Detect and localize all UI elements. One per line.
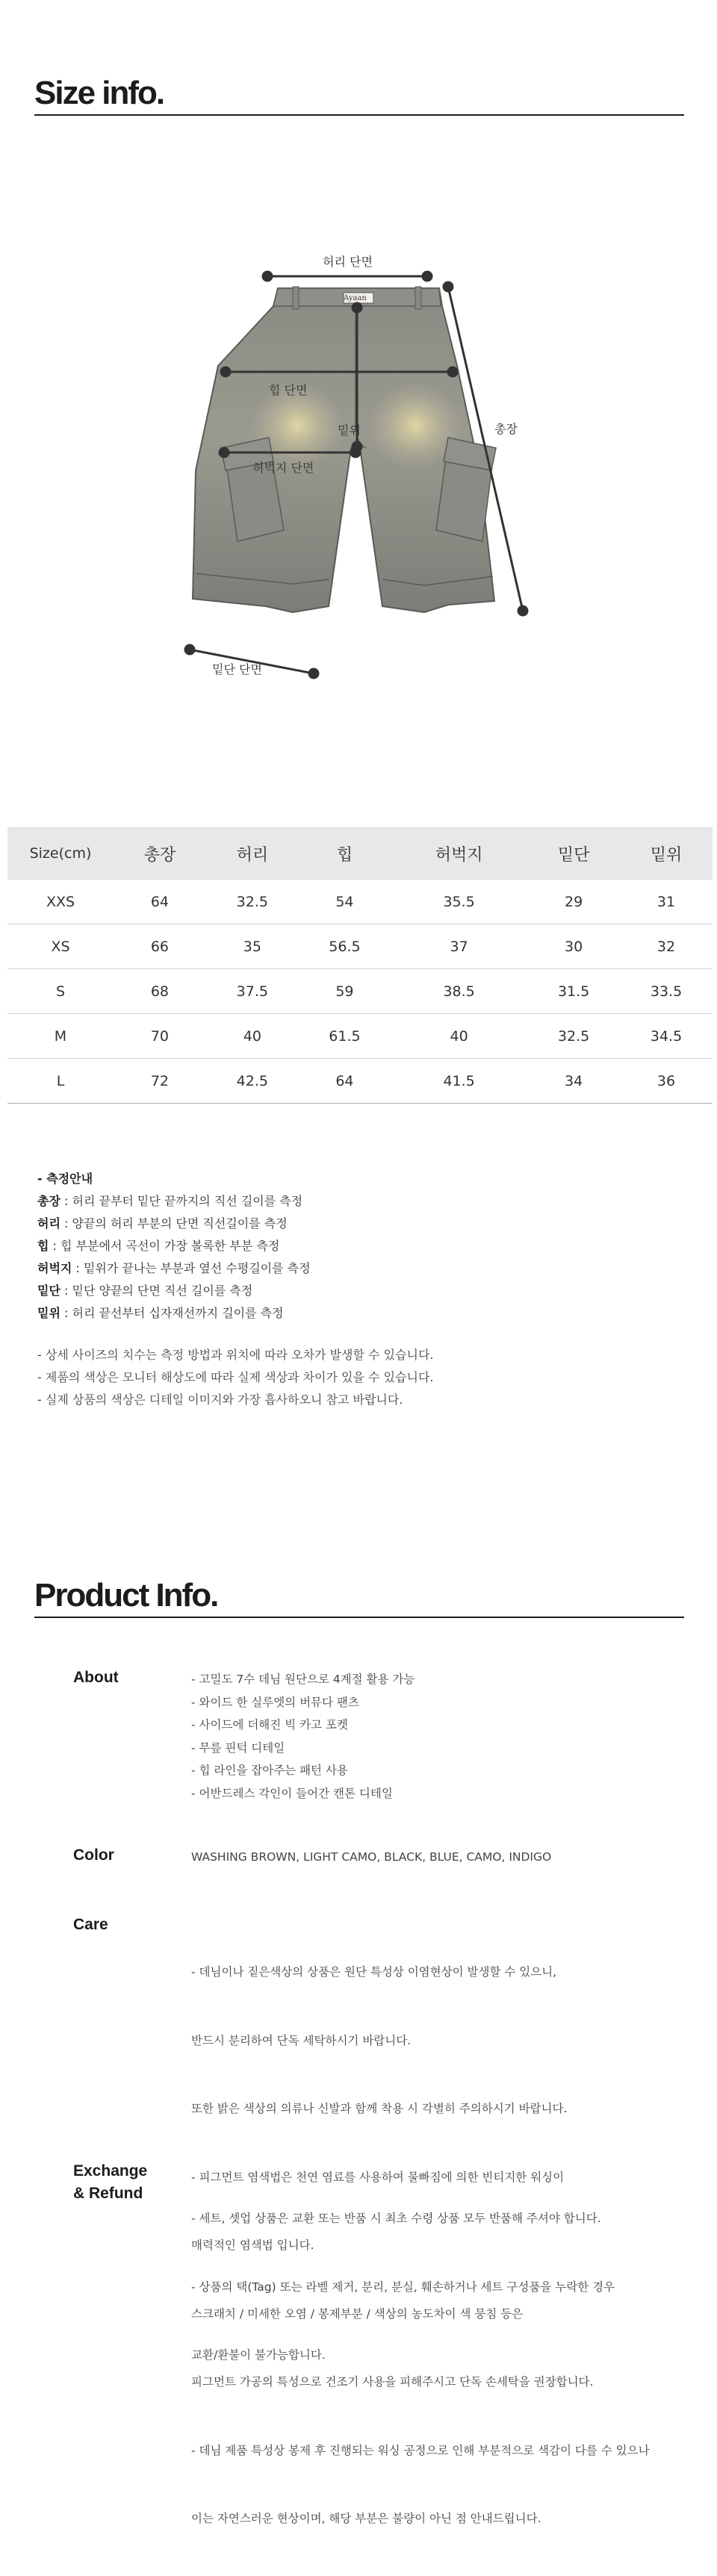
care-line: - 피그먼트 염색법은 천연 염료를 사용하여 물빠짐에 의한 빈티지한 워싱이 <box>191 2170 565 2184</box>
about-line: - 고밀도 7수 데님 원단으로 4계절 활용 가능 <box>191 1673 415 1686</box>
table-cell: 70 <box>114 1014 206 1059</box>
table-row <box>7 1014 713 1059</box>
table-cell: 61.5 <box>299 1014 391 1059</box>
color-value: WASHING BROWN, LIGHT CAMO, BLACK, BLUE, CAMO, INDIGO <box>191 1850 552 1864</box>
measurement-guide <box>37 1168 311 1325</box>
table-cell: S <box>7 969 114 1014</box>
table-cell: 72 <box>114 1059 206 1104</box>
product-info-title: Product Info. <box>34 1577 218 1614</box>
care-line: 피그먼트 가공의 특성으로 건조기 사용을 피해주시고 단독 손세탁을 권장합니다. <box>191 2375 594 2389</box>
care-line: 이는 자연스러운 현상이며, 해당 부분은 불량이 아닌 점 안내드립니다. <box>191 2512 541 2525</box>
exchange-line: - 상품의 택(Tag) 또는 라벨 제거, 분리, 분실, 훼손하거나 세트 구성품을 누락한 경우 <box>191 2280 615 2294</box>
color-lines <box>191 1846 551 1869</box>
exchange-label-line: Exchange <box>73 2162 148 2180</box>
note-line: - 상세 사이즈의 치수는 측정 방법과 위치에 따라 오차가 발생할 수 있습니다. <box>37 1348 434 1362</box>
header-thigh: 허벅지 <box>391 828 527 880</box>
table-row <box>7 1059 713 1104</box>
size-table <box>7 827 713 1104</box>
guide-item: 총장 : 허리 끝부터 밑단 끝까지의 직선 길이를 측정 <box>37 1194 303 1208</box>
table-cell: 32 <box>620 924 713 969</box>
table-row <box>7 969 713 1014</box>
header-rise: 밑위 <box>620 828 713 880</box>
exchange-lines <box>191 2162 615 2412</box>
table-row <box>7 880 713 924</box>
size-table-header <box>7 828 713 880</box>
product-info-divider <box>34 1617 684 1618</box>
thigh-label: 허벅지 단면 <box>252 461 314 475</box>
rise-label: 밑위 <box>338 423 361 438</box>
note-line: - 제품의 색상은 모니터 해상도에 따라 실제 색상과 차이가 있을 수 있습니다. <box>37 1370 434 1384</box>
table-cell: 31 <box>620 880 713 924</box>
brand-tag-text: Ayaan <box>344 294 367 302</box>
table-cell: 42.5 <box>206 1059 299 1104</box>
care-line: 반드시 분리하여 단독 세탁하시기 바랍니다. <box>191 2033 412 2047</box>
table-cell: 34.5 <box>620 1014 713 1059</box>
table-cell: 40 <box>206 1014 299 1059</box>
table-cell: 32.5 <box>527 1014 620 1059</box>
table-cell: 35.5 <box>391 880 527 924</box>
table-cell: 64 <box>299 1059 391 1104</box>
table-cell: 36 <box>620 1059 713 1104</box>
about-line: - 무릎 핀턱 디테일 <box>191 1740 285 1755</box>
table-cell: 37.5 <box>206 969 299 1014</box>
size-diagram <box>0 224 717 687</box>
about-lines <box>191 1668 415 1805</box>
table-cell: 64 <box>114 880 206 924</box>
table-cell: 56.5 <box>299 924 391 969</box>
shorts-illustration <box>0 224 717 687</box>
color-label: Color <box>73 1847 114 1864</box>
care-line: - 데님이나 짙은색상의 상품은 원단 특성상 이염현상이 발생할 수 있으니, <box>191 1965 557 1979</box>
table-cell: 41.5 <box>391 1059 527 1104</box>
care-label: Care <box>73 1916 108 1933</box>
table-cell: 40 <box>391 1014 527 1059</box>
table-cell: 29 <box>527 880 620 924</box>
guide-item: 허벅지 : 밑위가 끝나는 부분과 옆선 수평길이를 측정 <box>37 1261 311 1275</box>
care-line: 매력적인 염색법 입니다. <box>191 2239 314 2252</box>
header-hip: 힙 <box>299 828 391 880</box>
total-length-label: 총장 <box>494 422 518 436</box>
table-cell: 37 <box>391 924 527 969</box>
guide-item: 허리 : 양끝의 허리 부분의 단면 직선길이를 측정 <box>37 1216 288 1231</box>
table-cell: 33.5 <box>620 969 713 1014</box>
care-line: - 데님 제품 특성상 봉제 후 진행되는 워싱 공정으로 인해 부분적으로 색감이 다를 수 있으나 <box>191 2443 650 2457</box>
exchange-refund-label <box>73 2160 147 2205</box>
about-line: - 사이드에 더해진 빅 카고 포켓 <box>191 1718 348 1732</box>
table-cell: 59 <box>299 969 391 1014</box>
table-cell: XS <box>7 924 114 969</box>
refund-label-line: & Refund <box>73 2185 143 2202</box>
table-cell: 38.5 <box>391 969 527 1014</box>
table-cell: 68 <box>114 969 206 1014</box>
table-cell: L <box>7 1059 114 1104</box>
table-cell: 66 <box>114 924 206 969</box>
table-cell: 34 <box>527 1059 620 1104</box>
table-cell: 31.5 <box>527 969 620 1014</box>
exchange-line: 교환/환불이 불가능합니다. <box>191 2348 326 2362</box>
note-line: - 실제 상품의 색상은 디테일 이미지와 가장 흡사하오니 참고 바랍니다. <box>37 1393 403 1407</box>
about-line: - 어반드레스 각인이 들어간 캔톤 디테일 <box>191 1786 393 1800</box>
waist-label: 허리 단면 <box>323 255 373 269</box>
header-waist: 허리 <box>206 828 299 880</box>
guide-item: 밑단 : 밑단 양끝의 단면 직선 길이를 측정 <box>37 1284 253 1298</box>
hip-label: 힙 단면 <box>269 383 308 397</box>
care-line: 스크래치 / 미세한 오염 / 봉제부분 / 색상의 농도차이 색 뭉침 등은 <box>191 2306 524 2321</box>
guide-heading: - 측정안내 <box>37 1172 93 1186</box>
header-size: Size(cm) <box>7 828 114 880</box>
table-cell: XXS <box>7 880 114 924</box>
size-info-title: Size info. <box>34 75 164 111</box>
table-cell: 30 <box>527 924 620 969</box>
guide-item: 힙 : 힙 부분에서 곡선이 가장 볼록한 부분 측정 <box>37 1239 280 1253</box>
about-line: - 힙 라인을 잡아주는 패턴 사용 <box>191 1764 348 1777</box>
table-row <box>7 924 713 969</box>
about-label: About <box>73 1669 119 1686</box>
table-cell: M <box>7 1014 114 1059</box>
exchange-line: - 세트, 셋업 상품은 교환 또는 반품 시 최초 수령 상품 모두 반품해 주셔야 합니다. <box>191 2212 601 2225</box>
table-cell: 35 <box>206 924 299 969</box>
about-line: - 와이드 한 실루엣의 버뮤다 팬츠 <box>191 1695 359 1709</box>
table-cell: 54 <box>299 880 391 924</box>
care-line: 또한 밝은 색상의 의류나 신발과 함께 착용 시 각별히 주의하시기 바랍니다. <box>191 2102 568 2115</box>
header-total-length: 총장 <box>114 828 206 880</box>
size-info-divider <box>34 114 684 116</box>
header-hem: 밑단 <box>527 828 620 880</box>
guide-item: 밑위 : 허리 끝선부터 십자재선까지 길이를 측정 <box>37 1306 284 1320</box>
table-cell: 32.5 <box>206 880 299 924</box>
size-notes <box>37 1344 434 1411</box>
hem-label: 밑단 단면 <box>212 662 262 676</box>
